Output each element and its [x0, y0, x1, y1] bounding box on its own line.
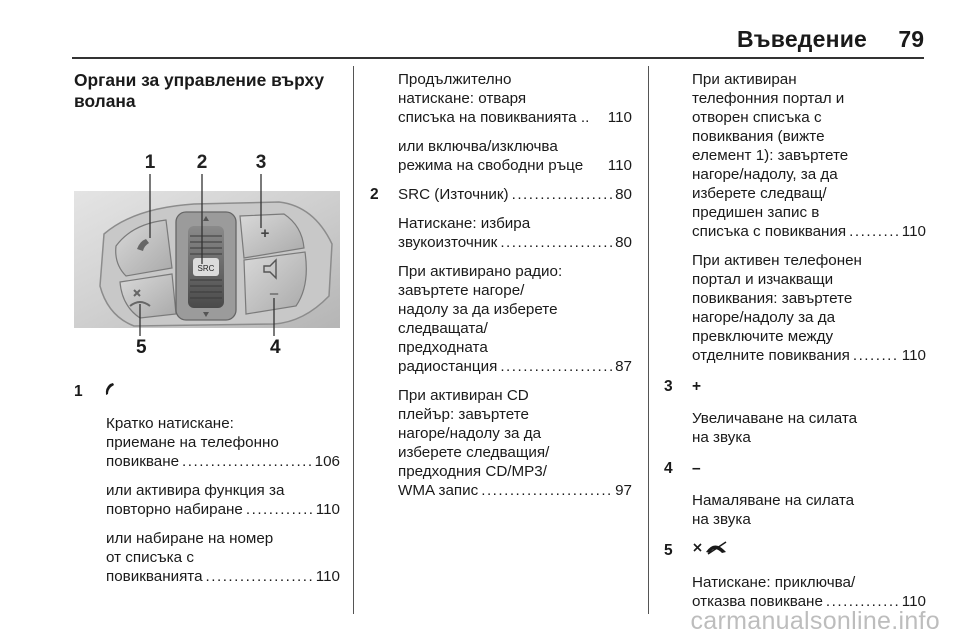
text-line: При активиран CD — [398, 387, 529, 404]
text-line: предходната — [398, 339, 488, 356]
item-3-entry-1 — [664, 409, 926, 447]
text-line: изберете следващия/ — [398, 444, 550, 461]
toc-leader-line — [398, 233, 632, 252]
text-line: Кратко натискане: — [106, 415, 234, 432]
leader-text: повикванията — [106, 568, 203, 585]
item-1 — [74, 382, 340, 586]
toc-leader-line — [106, 500, 340, 519]
item-3 — [664, 377, 926, 447]
header-rule — [72, 57, 924, 59]
text-line: завъртете нагоре/ — [398, 282, 525, 299]
callout-5: 5 — [136, 337, 147, 358]
toc-leader-line — [692, 222, 926, 241]
text-line: Натискане: избира — [398, 215, 531, 232]
section-title-line: волана — [74, 91, 136, 111]
text-line: Увеличаване на силата — [692, 410, 858, 427]
text-line: на звука — [692, 511, 751, 528]
item-2-entry-1 — [370, 214, 632, 252]
leader-text: радиостанция — [398, 358, 498, 375]
src-label: SRC — [197, 264, 215, 273]
text-line: нагоре/надолу, за да — [692, 166, 838, 183]
item-1-continued — [370, 70, 632, 175]
text-line: на звука — [692, 429, 751, 446]
section-title — [74, 70, 340, 112]
leader-text: режима на свободни ръце — [398, 157, 584, 174]
text-line: Натискане: приключва/ — [692, 574, 856, 591]
mute-end-call-icon — [692, 541, 732, 555]
leader-text: WMA запис — [398, 482, 479, 499]
callout-4: 4 — [270, 337, 281, 358]
page-ref: 80 — [615, 186, 632, 203]
item-4-entry-1 — [664, 491, 926, 529]
text-line: нагоре/надолу за да — [692, 309, 836, 326]
text-line: плейър: завъртете — [398, 406, 529, 423]
item-2-entry-2 — [370, 262, 632, 376]
toc-leader-line — [398, 357, 632, 376]
page-ref: 110 — [901, 223, 926, 240]
callout-3: 3 — [255, 152, 267, 173]
watermark: carmanualsonline.info — [690, 607, 940, 635]
page-ref: 87 — [615, 358, 632, 375]
page-ref: 97 — [615, 482, 632, 499]
text-line: или включва/изключва — [398, 138, 558, 155]
column-divider-2 — [648, 66, 649, 614]
item-number: 4 — [664, 460, 673, 477]
leader-text: повторно набиране — [106, 501, 243, 518]
minus-symbol: – — [269, 285, 279, 302]
leader-text: списъка на повикванията .. — [398, 109, 590, 126]
page-ref: 106 — [314, 453, 340, 470]
toc-leader-line — [692, 346, 926, 365]
item-2-entry-5 — [664, 251, 926, 365]
toc-leader-line — [398, 108, 632, 127]
text-line: портал и изчакващи — [692, 271, 834, 288]
item-2 — [370, 185, 632, 500]
callout-2: 2 — [196, 152, 208, 173]
item-2-entry-4 — [664, 70, 926, 241]
text-line: от списъка с — [106, 549, 194, 566]
text-line: При активиран — [692, 71, 797, 88]
toc-leader-line — [398, 481, 632, 500]
item-1-entry-5 — [370, 137, 632, 175]
text-line: повиквания: завъртете — [692, 290, 853, 307]
leader-text: отказва повикване — [692, 593, 823, 610]
steering-wheel-controls-figure — [74, 146, 340, 358]
item-5 — [664, 541, 926, 611]
text-line: телефонния портал и — [692, 90, 845, 107]
page-ref: 110 — [607, 109, 632, 126]
page-header-title: Въведение — [737, 26, 868, 52]
toc-leader-line — [106, 452, 340, 471]
toc-leader-line — [398, 156, 632, 175]
section-title-line: Органи за управление върху — [74, 70, 325, 90]
text-line: отворен списъка с — [692, 109, 822, 126]
text-line: предходния CD/MP3/ — [398, 463, 547, 480]
text-line: превключите между — [692, 328, 834, 345]
page-ref: 110 — [901, 593, 926, 610]
leader-text: списъка с повиквания — [692, 223, 847, 240]
item-head — [74, 382, 340, 402]
item-head-text: SRC (Източник) — [398, 186, 509, 203]
phone-handset-icon — [104, 382, 116, 396]
text-line: предишен запис в — [692, 204, 820, 221]
page-ref: 110 — [607, 157, 632, 174]
item-head-text: + — [692, 378, 702, 395]
text-line: При активирано радио: — [398, 263, 563, 280]
text-line: натискане: отваря — [398, 90, 527, 107]
item-1-entry-3 — [74, 529, 340, 586]
item-4 — [664, 459, 926, 529]
page-ref: 80 — [615, 234, 632, 251]
callout-1: 1 — [144, 152, 156, 173]
text-line: изберете следващ/ — [692, 185, 827, 202]
column-3 — [664, 70, 926, 611]
toc-leader-line — [106, 567, 340, 586]
text-line: нагоре/надолу за да — [398, 425, 542, 442]
text-line: Намаляване на силата — [692, 492, 855, 509]
item-number: 1 — [74, 383, 83, 400]
item-2-entry-3 — [370, 386, 632, 500]
text-line: или активира функция за — [106, 482, 285, 499]
page-ref: 110 — [315, 568, 340, 585]
text-line: повиквания (вижте — [692, 128, 825, 145]
text-line: приемане на телефонно — [106, 434, 279, 451]
item-head — [664, 541, 926, 561]
column-divider-1 — [353, 66, 354, 614]
item-number: 2 — [370, 186, 379, 203]
item-1-entry-1 — [74, 414, 340, 471]
text-line: следващата/ — [398, 320, 488, 337]
text-line: надолу за да изберете — [398, 301, 558, 318]
text-line: елемент 1): завъртете — [692, 147, 849, 164]
text-line: При активен телефонен — [692, 252, 862, 269]
item-number: 3 — [664, 378, 673, 395]
text-line: или набиране на номер — [106, 530, 274, 547]
leader-text: звукоизточник — [398, 234, 498, 251]
item-1-entry-4 — [370, 70, 632, 127]
column-1 — [74, 70, 340, 586]
text-line: Продължително — [398, 71, 512, 88]
item-2-continued — [664, 70, 926, 365]
item-1-entry-2 — [74, 481, 340, 519]
item-number: 5 — [664, 542, 673, 559]
steering-wheel-illustration — [74, 146, 340, 336]
plus-symbol: + — [260, 225, 270, 242]
item-5-entry-1 — [664, 573, 926, 611]
column-2 — [370, 70, 632, 500]
item-2-head — [370, 185, 632, 204]
leader-text: отделните повиквания — [692, 347, 850, 364]
item-head-text: – — [692, 460, 701, 477]
leader-text: повикване — [106, 453, 180, 470]
page-number: 79 — [898, 26, 924, 52]
page-ref: 110 — [315, 501, 340, 518]
page-ref: 110 — [901, 347, 926, 364]
